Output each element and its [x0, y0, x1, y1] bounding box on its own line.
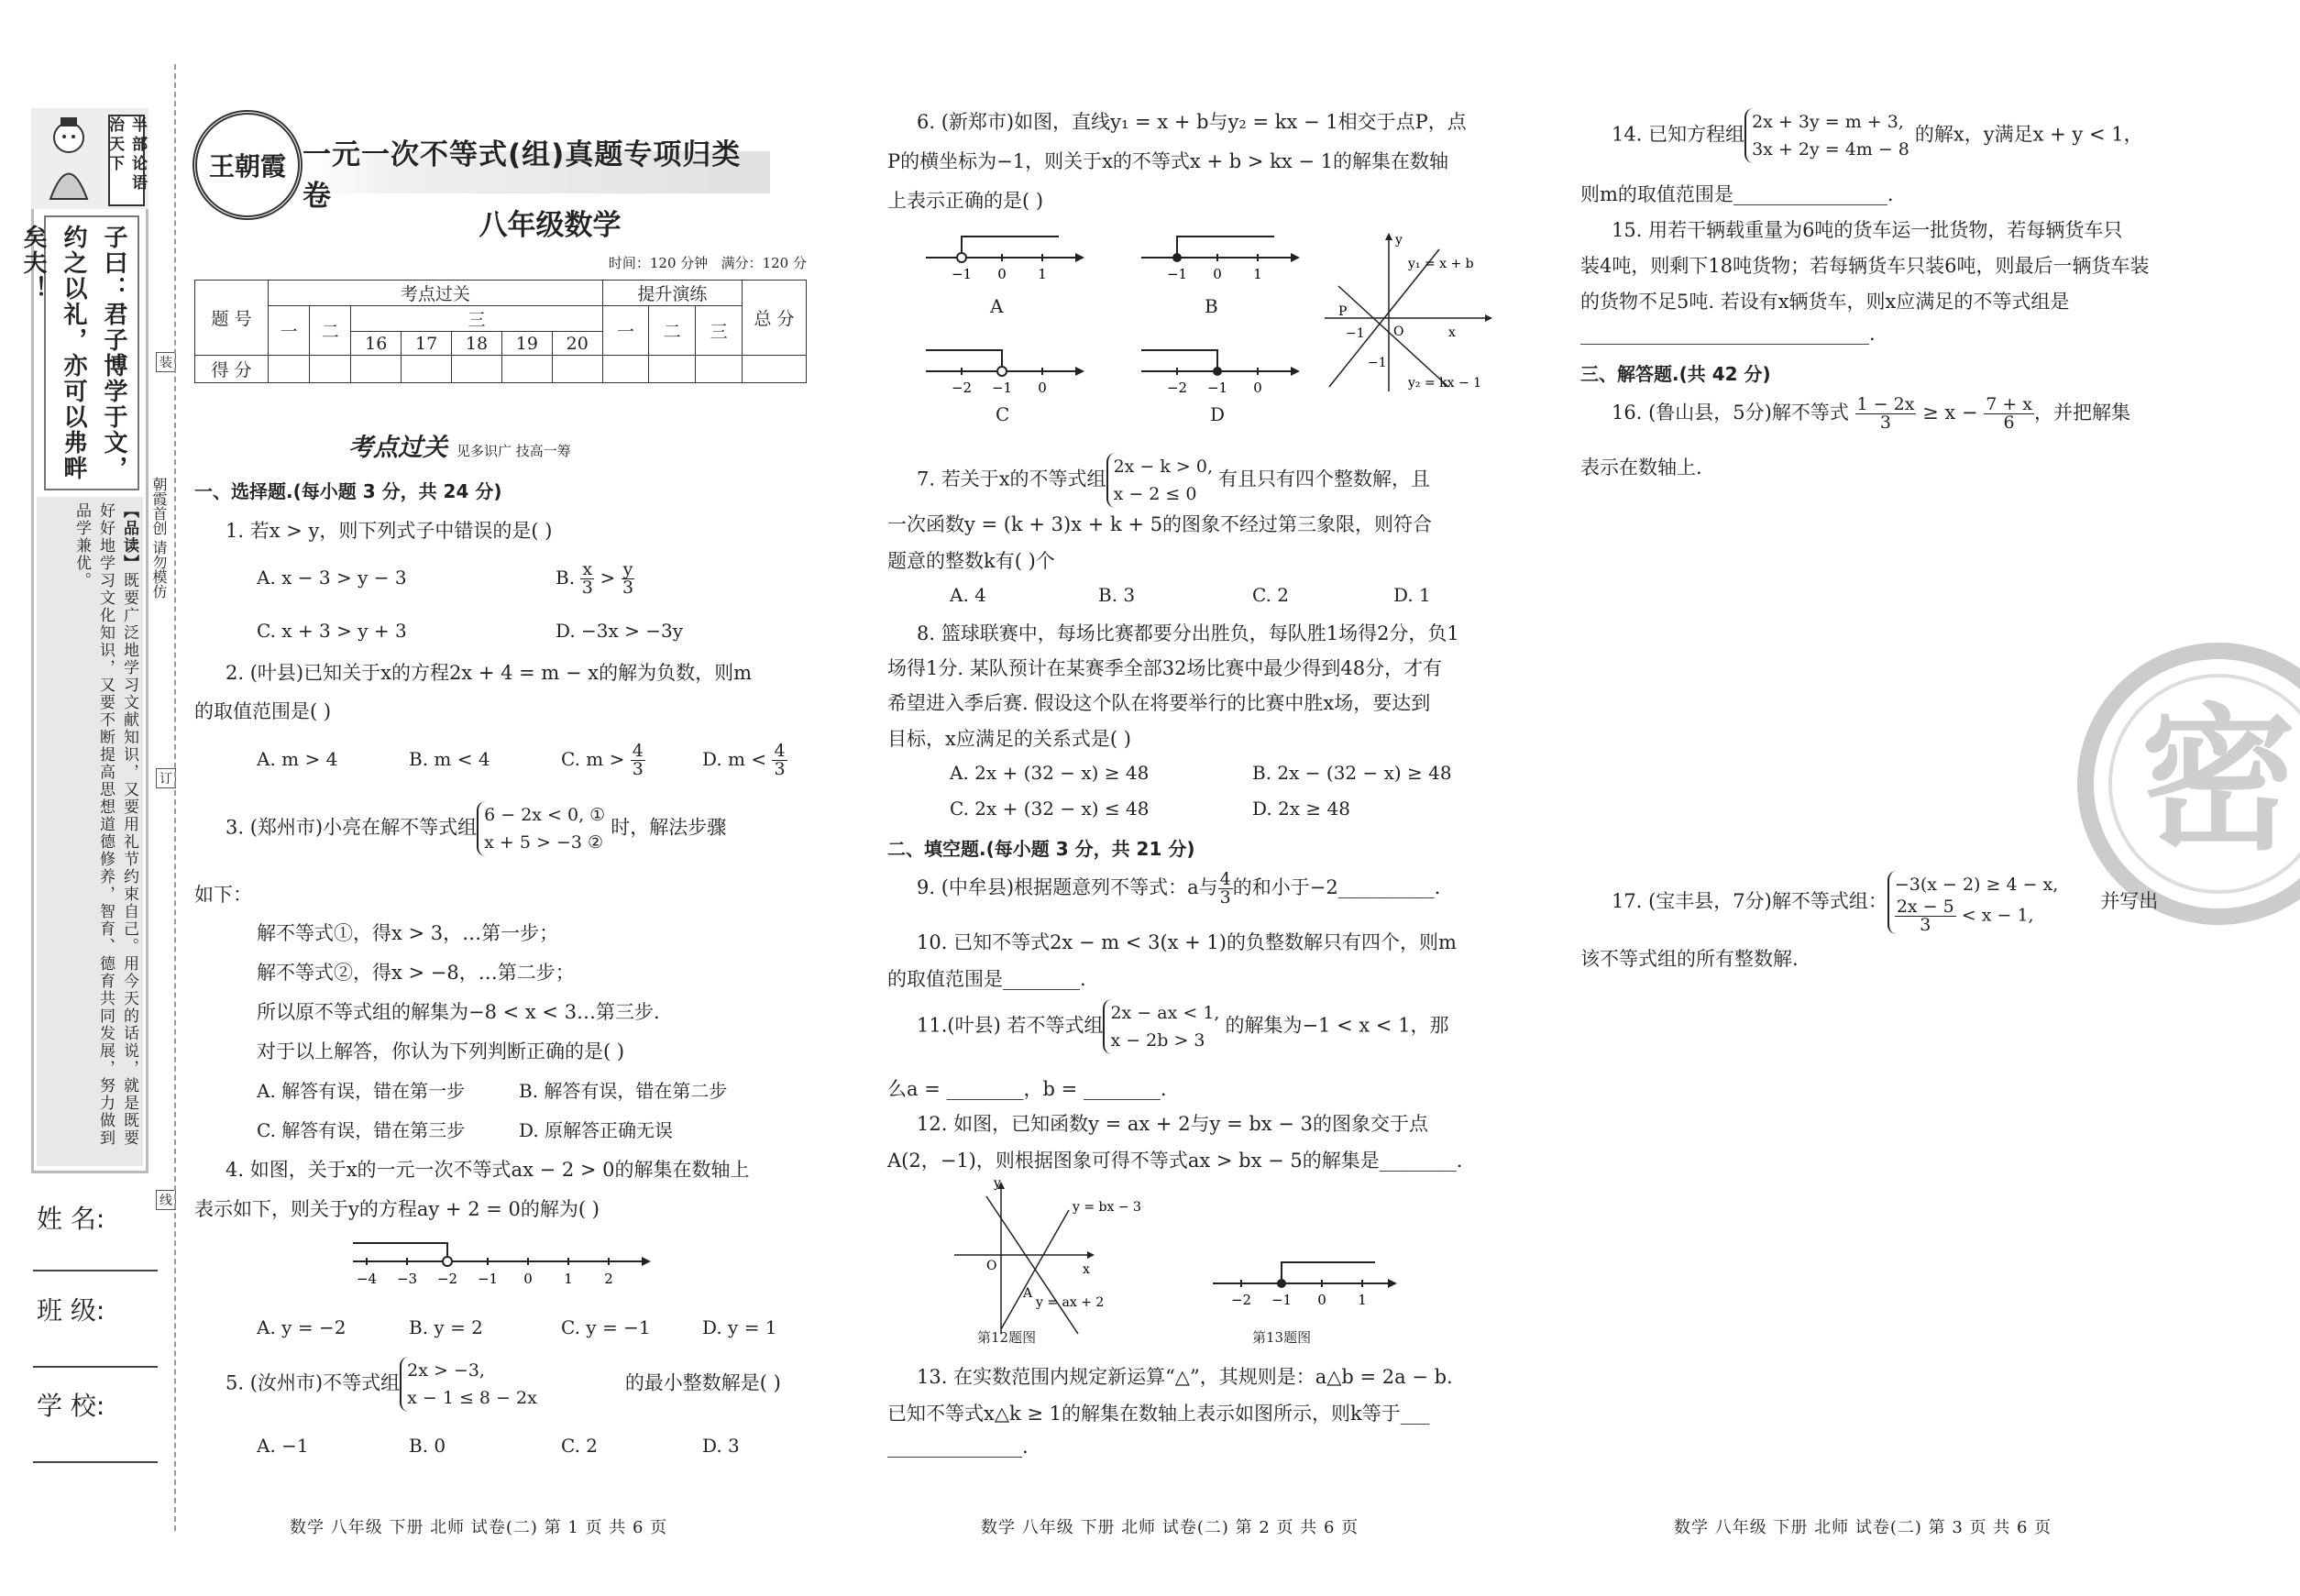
q9-text: 9. (中牟县)根据题意列不等式：a与 $\frac{4}{3}$ 的和小于−2__________. [917, 869, 1441, 908]
svg-text:y: y [1395, 233, 1403, 248]
school-label: 学 校: [37, 1391, 105, 1421]
q4-tick: −3 [396, 1271, 418, 1287]
q14-line2: 则m的取值范围是________________. [1580, 183, 1894, 205]
score-cell[interactable] [402, 356, 452, 383]
q8-opt-c: C. 2x + (32 − x) ≤ 48 [950, 798, 1150, 820]
q3-step4: 对于以上解答，你认为下列判断正确的是( ) [257, 1040, 625, 1062]
q5-stem: 5. (汝州市)不等式组2x > −3, x − 1 ≤ 8 − 2x的最小整数解是( ) [226, 1357, 781, 1412]
svg-text:0: 0 [997, 266, 1007, 281]
score-th-t3: 三 [696, 306, 743, 356]
q3-step2: 解不等式②，得x > −8，…第二步； [257, 962, 575, 984]
q3-opt-c: C. 解答有误，错在第三步 [257, 1119, 466, 1141]
fold-line [174, 64, 176, 1531]
q17-line2: 该不等式组的所有整数解. [1580, 948, 1799, 970]
score-th-question: 题 号 [195, 281, 269, 356]
seal-mark-2: 订 [156, 768, 176, 788]
q1-opt-c: C. x + 3 > y + 3 [257, 620, 407, 642]
score-cell[interactable] [743, 356, 807, 383]
q7-opt-c: C. 2 [1252, 584, 1290, 606]
q10-line1: 10. 已知不等式2x − m < 3(x + 1)的负整数解只有四个，则m [917, 931, 1457, 953]
score-cell[interactable] [602, 356, 649, 383]
svg-text:−1: −1 [991, 380, 1013, 394]
section-banner [348, 427, 660, 462]
seal-mark-3: 线 [156, 1190, 176, 1210]
q7-opt-b: B. 3 [1098, 584, 1136, 606]
page1-footer: 数学 八年级 下册 北师 试卷(二) 第 1 页 共 6 页 [290, 1518, 668, 1537]
pindu-text: 既要广泛地学习文献知识，又要用礼节约束自己。用今天的话说，就是既要好好地学习文化知识，又要不断提高思想道德修养，智育、德育共同发展，努力做到品学兼优。 [72, 502, 138, 1147]
svg-text:1: 1 [1253, 266, 1262, 281]
q1-opt-d: D. −3x > −3y [556, 620, 684, 642]
q6-option-c-line [921, 339, 1086, 394]
sidebar-motto: 半部论语治天下 [108, 115, 145, 206]
score-th-tisheng: 提升演练 [602, 281, 742, 306]
score-cell[interactable] [552, 356, 602, 383]
class-label: 班 级: [37, 1295, 105, 1326]
q8-line4: 目标，x应满足的关系式是( ) [887, 728, 1131, 750]
q3-opt-d: D. 原解答正确无误 [519, 1119, 674, 1141]
q4-opt-a: A. y = −2 [257, 1316, 347, 1338]
q6-label-a: A [990, 295, 1004, 317]
score-th-17: 17 [402, 332, 452, 356]
q2-opt-b: B. m < 4 [409, 748, 490, 770]
q6-label-d: D [1210, 403, 1226, 425]
q16-line2: 表示在数轴上. [1580, 457, 1702, 479]
score-cell[interactable] [649, 356, 696, 383]
score-th-20: 20 [552, 332, 602, 356]
score-th-18: 18 [452, 332, 502, 356]
svg-text:y₁ = x + b: y₁ = x + b [1408, 257, 1474, 271]
q3-stem: 3. (郑州市)小亮在解不等式组6 − 2x < 0, ① x + 5 > −3 ②时，解法步骤 [226, 801, 726, 856]
score-cell[interactable] [452, 356, 502, 383]
svg-text:y₂ = kx − 1: y₂ = kx − 1 [1408, 376, 1482, 391]
svg-text:1: 1 [1038, 266, 1047, 281]
q1-opt-b: B. $\frac{x}{3}$ > $\frac{y}{3}$ [556, 559, 634, 598]
pindu-tag: 【品读】 [120, 502, 138, 572]
svg-text:P: P [1338, 304, 1348, 319]
paper-title: 一元一次不等式(组)真题专项归类卷 [303, 138, 742, 213]
q15-line4: ______________________________. [1580, 323, 1876, 345]
score-th-k2: 二 [310, 306, 351, 356]
q4-tick: 2 [604, 1271, 613, 1287]
q3-step1: 解不等式①，得x > 3，…第一步； [257, 922, 559, 944]
exam-meta [568, 253, 807, 272]
svg-text:−1: −1 [1271, 1292, 1293, 1306]
q1-opt-a: A. x − 3 > y − 3 [257, 567, 407, 589]
fig13-caption: 第13题图 [1252, 1329, 1312, 1346]
svg-text:0: 0 [1253, 380, 1262, 394]
q13-line1: 13. 在实数范围内规定新运算“△”，其规则是：a△b = 2a − b. [917, 1366, 1453, 1388]
score-th-t2: 二 [649, 306, 696, 356]
q3-opt-a: A. 解答有误，错在第一步 [257, 1080, 466, 1102]
svg-text:−1: −1 [1368, 356, 1387, 370]
q5-opt-d: D. 3 [702, 1435, 740, 1457]
q2-line2: 的取值范围是( ) [194, 700, 332, 722]
score-cell[interactable] [696, 356, 743, 383]
score-table [194, 280, 807, 383]
q8-opt-b: B. 2x − (32 − x) ≥ 48 [1252, 762, 1452, 784]
banner-title: 考点过关 [348, 434, 447, 462]
q3-line2: 如下： [194, 884, 252, 906]
score-cell[interactable] [310, 356, 351, 383]
svg-text:−1: −1 [951, 266, 973, 281]
q13-line2: 已知不等式x△k ≥ 1的解集在数轴上表示如图所示，则k等于___ [887, 1403, 1430, 1425]
q3-step3: 所以原不等式组的解集为−8 < x < 3…第三步. [257, 1001, 660, 1023]
q7-line2: 一次函数y = (k + 3)x + k + 5的图象不经过第三象限，则符合 [887, 513, 1433, 535]
title-band [303, 138, 770, 213]
score-th-t1: 一 [602, 306, 649, 356]
svg-text:O: O [1393, 325, 1404, 339]
pindu-box [37, 497, 143, 1166]
seal-text: 密 [2140, 688, 2297, 872]
svg-text:−2: −2 [1230, 1292, 1252, 1306]
section-fill-heading: 二、填空题.(每小题 3 分，共 21 分) [887, 838, 1195, 860]
q6-option-b-line [1137, 226, 1302, 281]
score-th-k3: 三 [351, 306, 602, 332]
q8-opt-d: D. 2x ≥ 48 [1252, 798, 1350, 820]
q6-label-c: C [996, 403, 1010, 425]
score-th-kaodian: 考点过关 [269, 281, 603, 306]
svg-text:x: x [1083, 1262, 1090, 1277]
banner-sub: 见多识广 技高一筹 [457, 443, 571, 459]
svg-text:y = ax + 2: y = ax + 2 [1036, 1295, 1105, 1310]
q4-line1: 4. 如图，关于x的一元一次不等式ax − 2 > 0的解集在数轴上 [226, 1159, 750, 1181]
q6-line2: P的横坐标为−1，则关于x的不等式x + b > kx − 1的解集在数轴 [887, 150, 1448, 172]
confucius-quote: 子曰：君子博学于文，约之以礼，亦可以弗畔矣夫！ [44, 215, 139, 490]
page2-footer: 数学 八年级 下册 北师 试卷(二) 第 2 页 共 6 页 [981, 1518, 1359, 1537]
q4-tick: −4 [356, 1271, 378, 1287]
q14-stem: 14. 已知方程组2x + 3y = m + 3, 3x + 2y = 4m − 8的解x，y满足x + y < 1， [1612, 108, 2143, 163]
q13-line3: ______________. [887, 1436, 1029, 1458]
q1-text: 1. 若x > y，则下列式子中错误的是( ) [226, 520, 553, 542]
q2-line1: 2. (叶县)已知关于x的方程2x + 4 = m − x的解为负数，则m [226, 662, 753, 684]
q3-opt-b: B. 解答有误，错在第二步 [519, 1080, 728, 1102]
svg-text:y: y [994, 1178, 1001, 1191]
q11-line2: 么a = ________，b = ________. [887, 1078, 1167, 1100]
q2-opt-a: A. m > 4 [257, 748, 338, 770]
q7-line3: 题意的整数k有( )个 [887, 550, 1055, 572]
school-line[interactable] [33, 1461, 158, 1463]
svg-text:1: 1 [1358, 1292, 1367, 1306]
svg-text:0: 0 [1213, 266, 1222, 281]
svg-text:0: 0 [1038, 380, 1047, 394]
q4-tick: 0 [523, 1271, 533, 1287]
score-cell[interactable] [501, 356, 552, 383]
q15-line2: 装4吨，则剩下18吨货物；若每辆货车只装6吨，则最后一辆货车装 [1580, 255, 2150, 277]
q7-opt-a: A. 4 [950, 584, 986, 606]
q8-line1: 8. 篮球联赛中，每场比赛都要分出胜负，每队胜1场得2分，负1 [917, 622, 1459, 644]
q12-graph [950, 1178, 1170, 1338]
q6-label-b: B [1205, 295, 1218, 317]
score-th-k1: 一 [269, 306, 310, 356]
confucius-mascot-icon [37, 112, 101, 204]
q6-option-d-line [1137, 339, 1302, 394]
svg-text:y = bx − 3: y = bx − 3 [1073, 1200, 1141, 1215]
q11-stem: 11.(叶县) 若不等式组2x − ax < 1, x − 2b > 3的解集为−1 < x < 1，那 [917, 999, 1449, 1054]
q15-line3: 的货物不足5吨. 若设有x辆货车，则x应满足的不等式组是 [1580, 291, 2070, 313]
q4-opt-b: B. y = 2 [409, 1316, 483, 1338]
seal-mark-1: 装 [156, 352, 176, 372]
exam-time: 时间：120 分钟 [608, 255, 709, 271]
q17-stem: 17. (宝丰县，7分)解不等式组：−3(x − 2) ≥ 4 − x, $\frac{2x - 5}{3}$ < x − 1,并写出 [1612, 871, 2158, 934]
q5-opt-a: A. −1 [257, 1435, 309, 1457]
svg-text:0: 0 [1317, 1292, 1326, 1306]
q4-tick: 1 [564, 1271, 573, 1287]
score-th-19: 19 [501, 332, 552, 356]
score-th-16: 16 [351, 332, 402, 356]
score-cell[interactable] [269, 356, 310, 383]
q5-opt-b: B. 0 [409, 1435, 446, 1457]
class-line[interactable] [33, 1366, 158, 1368]
q16-stem: 16. (鲁山县，5分)解不等式 $\frac{1 - 2x}{3}$ ≥ x − $\frac{7 + x}{6}$ ，并把解集 [1612, 394, 2130, 433]
q4-opt-d: D. y = 1 [702, 1316, 777, 1338]
q2-opt-c: C. m > $\frac{4}{3}$ [561, 741, 644, 779]
q15-line1: 15. 用若干辆载重量为6吨的货车运一批货物，若每辆货车只 [1612, 219, 2123, 241]
q4-tick: −2 [436, 1271, 458, 1287]
svg-text:x: x [1448, 325, 1456, 340]
q8-line3: 希望进入季后赛. 假设这个队在将要举行的比赛中胜x场，要达到 [887, 692, 1431, 714]
svg-text:−2: −2 [951, 380, 973, 394]
name-line[interactable] [33, 1270, 158, 1271]
q5-opt-c: C. 2 [561, 1435, 599, 1457]
svg-text:−1: −1 [1166, 266, 1188, 281]
q4-opt-c: C. y = −1 [561, 1316, 651, 1338]
side-note: 朝霞首创 请勿模仿 [150, 477, 168, 600]
q6-graph [1320, 231, 1494, 396]
q6-line3: 上表示正确的是( ) [887, 190, 1044, 212]
svg-text:−1: −1 [1346, 326, 1365, 341]
q13-number-line [1208, 1251, 1401, 1306]
q7-opt-d: D. 1 [1393, 584, 1431, 606]
q4-line2: 表示如下，则关于y的方程ay + 2 = 0的解为( ) [194, 1198, 600, 1220]
q10-line2: 的取值范围是________. [887, 968, 1086, 990]
score-cell[interactable] [351, 356, 402, 383]
q12-line2: A(2，−1)，则根据图象可得不等式ax > bx − 5的解集是________. [887, 1150, 1463, 1172]
score-row-label: 得 分 [195, 356, 269, 383]
q6-line1: 6. (新郑市)如图，直线y₁ = x + b与y₂ = kx − 1相交于点P，点 [917, 111, 1467, 133]
svg-text:O: O [986, 1259, 997, 1273]
name-label: 姓 名: [37, 1204, 105, 1234]
q7-stem: 7. 若关于x的不等式组2x − k > 0, x − 2 ≤ 0有且只有四个整数解，且 [917, 453, 1430, 508]
brand-logo: 王朝霞 [193, 110, 303, 220]
score-th-total: 总 分 [743, 281, 807, 356]
q4-number-line [348, 1234, 651, 1289]
svg-text:A: A [1023, 1286, 1033, 1301]
section-choice-heading: 一、选择题.(每小题 3 分，共 24 分) [194, 480, 502, 502]
q4-tick: −1 [477, 1271, 499, 1287]
q8-opt-a: A. 2x + (32 − x) ≥ 48 [950, 762, 1150, 784]
svg-text:−1: −1 [1206, 380, 1228, 394]
fig12-caption: 第12题图 [977, 1329, 1037, 1346]
q6-option-a-line [921, 226, 1086, 281]
page3-footer: 数学 八年级 下册 北师 试卷(二) 第 3 页 共 6 页 [1674, 1518, 2052, 1537]
q8-line2: 场得1分. 某队预计在某赛季全部32场比赛中最少得到48分，才有 [887, 657, 1443, 679]
exam-full-score: 满分：120 分 [721, 255, 807, 271]
section-solve-heading: 三、解答题.(共 42 分) [1580, 363, 1771, 385]
q12-line1: 12. 如图，已知函数y = ax + 2与y = bx − 3的图象交于点 [917, 1113, 1428, 1135]
q2-opt-d: D. m < $\frac{4}{3}$ [702, 741, 786, 779]
paper-subtitle: 八年级数学 [479, 209, 622, 242]
svg-text:−2: −2 [1166, 380, 1188, 394]
